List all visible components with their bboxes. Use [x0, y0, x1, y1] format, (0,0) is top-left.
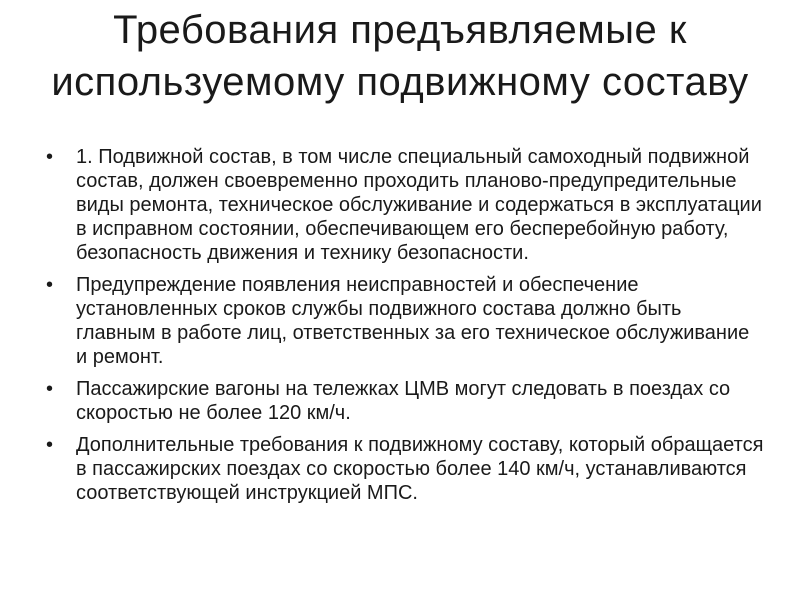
- bullet-marker: •: [46, 274, 54, 296]
- bullet-item-2: [44, 273, 764, 369]
- bullet-marker: •: [46, 434, 54, 456]
- bullet-marker: •: [46, 378, 54, 400]
- bullet-item-1: [44, 145, 764, 265]
- slide-title: Требования предъявляемые к используемому подвижному составу: [51, 8, 749, 104]
- bullet-marker: •: [46, 146, 54, 168]
- bullet-item-3: [44, 377, 764, 425]
- bullet-text: Дополнительные требования к подвижному составу, который обращается в пассажирских поездах со скоростью более 140 км/ч, устанавливаются соответствующей инструкцией МПС.: [76, 434, 764, 504]
- bullet-list: [44, 145, 764, 513]
- bullet-item-4: [44, 433, 764, 505]
- bullet-text: Предупреждение появления неисправностей и обеспечение установленных сроков службы подвижного состава должно быть главным в работе лиц, ответственных за его техническое обслуживание и ремонт.: [76, 274, 750, 368]
- bullet-text: 1. Подвижной состав, в том числе специальный самоходный подвижной состав, должен своевременно проходить планово-предупредительные виды ремонта, техническое обслуживание и содержаться в эксплуатации в исправном состоянии, обеспечивающем его бесперебойную работу, безопасность движения и технику безопасности.: [76, 146, 762, 264]
- bullet-text: Пассажирские вагоны на тележках ЦМВ могут следовать в поездах со скоростью не более 120 км/ч.: [76, 378, 731, 424]
